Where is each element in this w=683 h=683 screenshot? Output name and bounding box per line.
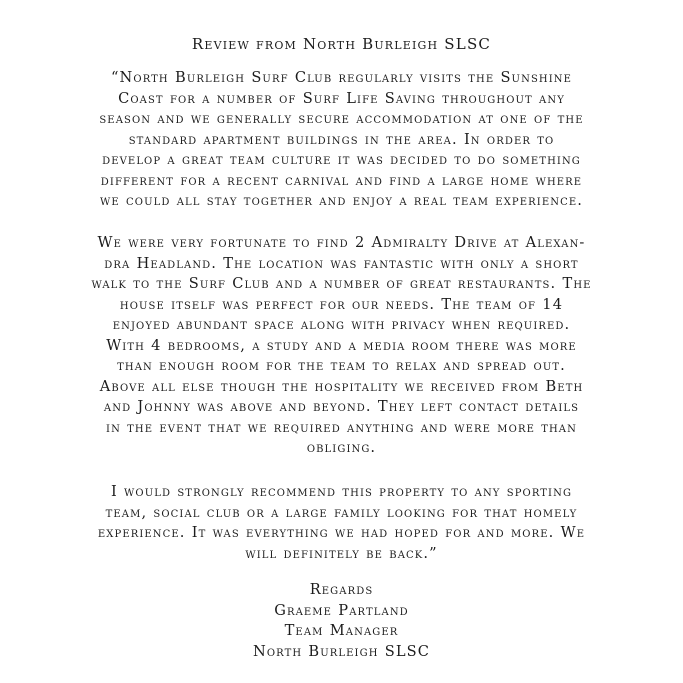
text-line: With 4 bedrooms, a study and a media room there was more xyxy=(106,336,577,354)
text-line: will definitely be back.” xyxy=(245,544,438,562)
text-line: house itself was perfect for our needs. The team of 14 xyxy=(119,295,564,313)
text-line: in the event that we required anything and were more than xyxy=(106,418,577,436)
page-title: Review from North Burleigh SLSC xyxy=(191,35,492,53)
signoff-organization: North Burleigh SLSC xyxy=(252,642,431,660)
signoff-closing: Regards xyxy=(309,581,374,598)
signoff-role: Team Manager xyxy=(284,622,399,639)
text-line: experience. It was everything we had hoped for and more. We xyxy=(97,524,586,541)
signoff xyxy=(20,580,663,662)
text-line: standard apartment buildings in the area. In order to xyxy=(128,130,555,148)
text-line: walk to the Surf Club and a number of great restaurants. The xyxy=(91,275,592,292)
text-line: and Johnny was above and beyond. They left contact details xyxy=(103,398,580,415)
text-line: Coast for a number of Surf Life Saving throughout any xyxy=(118,89,565,107)
text-line: Above all else though the hospitality we received from Beth xyxy=(99,377,584,395)
text-line: “North Burleigh Surf Club regularly visits the Sunshine xyxy=(110,69,573,86)
text-line: We were very fortunate to find 2 Admiralty Drive at Alexan- xyxy=(97,234,586,251)
review-paragraph-2 xyxy=(20,233,663,459)
text-line: we could all stay together and enjoy a real team experience. xyxy=(100,192,583,209)
text-line: than enough room for the team to relax and spread out. xyxy=(117,357,566,374)
text-line: obliging. xyxy=(306,439,377,456)
review-paragraph-1 xyxy=(20,68,663,212)
text-line: different for a recent carnival and find a large home where xyxy=(100,171,583,189)
text-line: enjoyed abundant space along with privacy when required. xyxy=(112,316,571,333)
signoff-name: Graeme Partland xyxy=(274,601,409,619)
text-line: team, social club or a large family looking for that homely xyxy=(105,503,578,521)
text-line: dra Headland. The location was fantastic with only a short xyxy=(104,254,579,272)
text-line: I would strongly recommend this property to any sporting xyxy=(110,483,573,500)
text-line: season and we generally secure accommodation at one of the xyxy=(99,110,584,127)
review-paragraph-3 xyxy=(20,482,663,564)
text-line: develop a great team culture it was decided to do something xyxy=(102,151,581,168)
